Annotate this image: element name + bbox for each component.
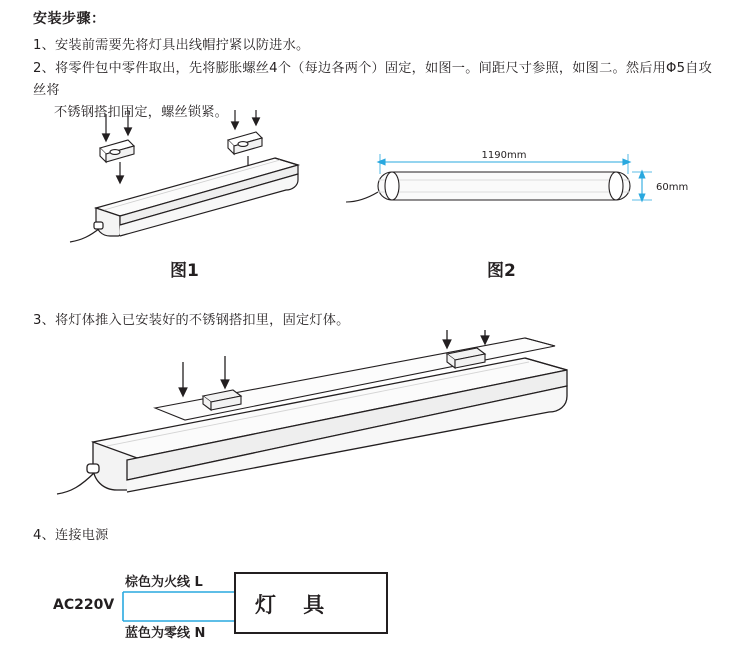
- bracket-left: [100, 140, 134, 162]
- power-cable: [57, 464, 99, 494]
- live-wire-label: 棕色为火线 L: [125, 575, 203, 590]
- power-cable: [346, 192, 378, 202]
- step-3-text: 将灯体推入已安装好的不锈钢搭扣里，固定灯体。: [54, 313, 350, 328]
- step-3: [33, 310, 723, 332]
- step-1-text: 安装前需要先将灯具出线帽拧紧以防进水。: [54, 38, 310, 53]
- page-title: 安装步骤：: [33, 11, 106, 27]
- bracket-mounted-right: [447, 348, 485, 368]
- step-4-number: 4、: [33, 528, 55, 543]
- step-4-text: 连接电源: [54, 528, 109, 543]
- figure-3-diagram: [55, 330, 675, 510]
- fixture-label: 灯 具: [255, 593, 335, 617]
- step-4: [33, 525, 723, 547]
- luminaire-body: [96, 158, 298, 236]
- power-cable: [70, 222, 103, 242]
- luminaire-profile: [378, 172, 630, 200]
- figure-1-diagram: [60, 110, 320, 245]
- step-2-number: 2、: [33, 61, 55, 76]
- step-3-number: 3、: [33, 313, 55, 328]
- live-wire: [123, 592, 235, 605]
- neutral-wire-label: 蓝色为零线 N: [125, 626, 206, 641]
- figure-2-label: 图2: [487, 261, 516, 281]
- width-dimension: [632, 171, 652, 201]
- step-1: [33, 35, 723, 57]
- step-2-text: 将零件包中零件取出，先将膨胀螺丝4个（每边各两个）固定，如图一。间距尺寸参照，如图二。然后用Φ5自攻丝将: [33, 61, 712, 98]
- step-2-text-line2: 不锈钢搭扣固定，螺丝锁紧。: [54, 105, 229, 120]
- figure-4-wiring-diagram: [45, 555, 445, 650]
- step-1-number: 1、: [33, 38, 55, 53]
- figure-2-diagram: [340, 140, 690, 240]
- supply-label: AC220V: [53, 597, 115, 613]
- bracket-right: [228, 132, 262, 154]
- length-dimension-label: 1190mm: [481, 150, 527, 161]
- figure-1-label: 图1: [170, 261, 199, 281]
- width-dimension-label: 60mm: [656, 182, 689, 193]
- neutral-wire: [123, 605, 235, 621]
